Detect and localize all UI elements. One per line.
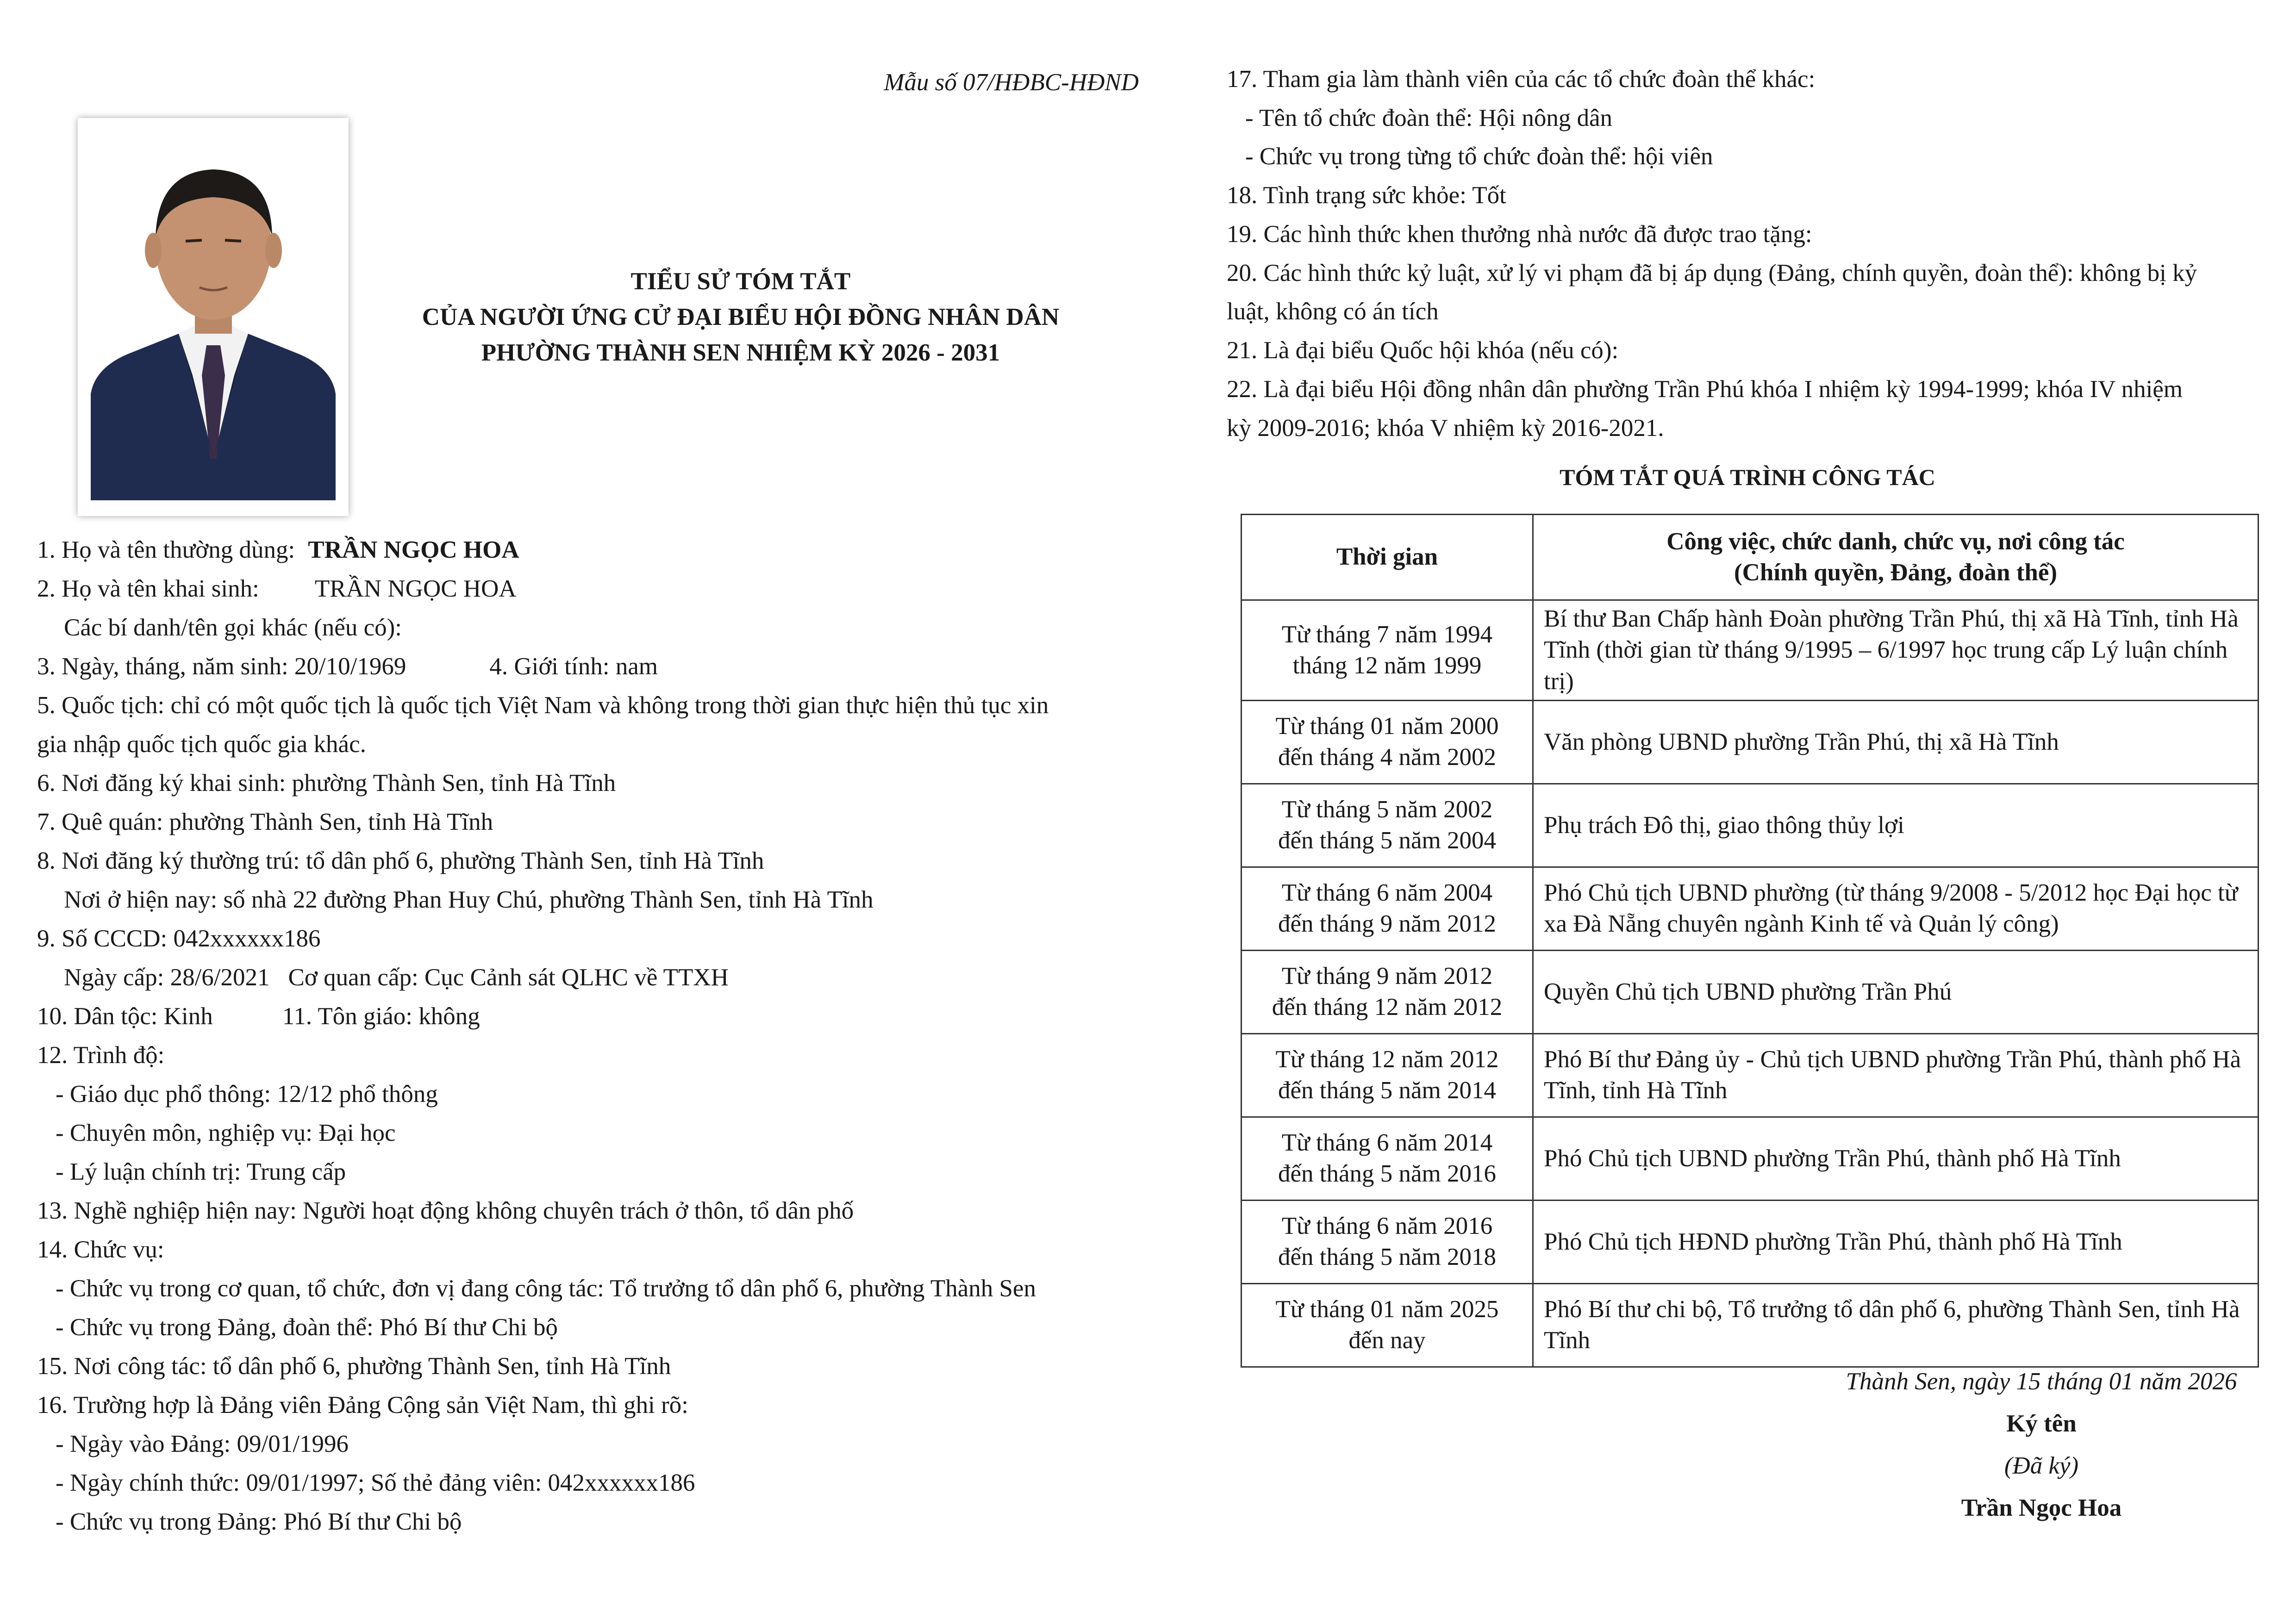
item-15-workplace: 15. Nơi công tác: tổ dân phố 6, phường Thành Sen, tỉnh Hà Tĩnh bbox=[37, 1353, 671, 1380]
common-name-value: TRẦN NGỌC HOA bbox=[308, 536, 519, 563]
work-history-table bbox=[1241, 514, 2259, 1368]
item-3-4-dob-gender: 3. Ngày, tháng, năm sinh: 20/10/1969 4. Giới tính: nam bbox=[37, 653, 658, 680]
item-9-id-issue: Ngày cấp: 28/6/2021 Cơ quan cấp: Cục Cảnh sát QLHC về TTXH bbox=[64, 964, 729, 991]
item-17-organizations: 17. Tham gia làm thành viên của các tổ chức đoàn thể khác: bbox=[1227, 66, 1816, 93]
title-line-3: PHƯỜNG THÀNH SEN NHIỆM KỲ 2026 - 2031 bbox=[481, 339, 1000, 366]
row-time: Từ tháng 7 năm 1994 tháng 12 năm 1999 bbox=[1242, 600, 1533, 701]
row-work: Phó Bí thư chi bộ, Tổ trưởng tổ dân phố 6, phường Thành Sen, tỉnh Hà Tĩnh bbox=[1533, 1283, 2259, 1367]
row-work: Phó Chủ tịch UBND phường (từ tháng 9/2008 - 5/2012 học Đại học từ xa Đà Nẵng chuyên ngành Kinh tế và Quản lý công) bbox=[1533, 867, 2259, 950]
item-12-education: 12. Trình độ: bbox=[37, 1042, 165, 1069]
row-work: Văn phòng UBND phường Trần Phú, thị xã Hà Tĩnh bbox=[1533, 700, 2259, 784]
work-history-title: TÓM TẮT QUÁ TRÌNH CÔNG TÁC bbox=[1560, 464, 1935, 490]
item-22-council-delegate: 22. Là đại biểu Hội đồng nhân dân phường Trần Phú khóa I nhiệm kỳ 1994-1999; khóa IV nhiệm bbox=[1227, 375, 2183, 403]
item-12-general-education: - Giáo dục phổ thông: 12/12 phổ thông bbox=[56, 1081, 438, 1108]
item-2-birth-name: 2. Họ và tên khai sinh: TRẦN NGỌC HOA bbox=[37, 575, 517, 602]
row-time: Từ tháng 6 năm 2014 đến tháng 5 năm 2016 bbox=[1242, 1117, 1533, 1200]
item-14-party-position: - Chức vụ trong Đảng, đoàn thể: Phó Bí thư Chi bộ bbox=[56, 1314, 558, 1341]
portrait-photo bbox=[78, 118, 349, 516]
row-time: Từ tháng 5 năm 2002 đến tháng 5 năm 2004 bbox=[1242, 784, 1533, 867]
item-2-aliases: Các bí danh/tên gọi khác (nếu có): bbox=[64, 614, 402, 641]
item-8-current-address: Nơi ở hiện nay: số nhà 22 đường Phan Huy Chú, phường Thành Sen, tỉnh Hà Tĩnh bbox=[64, 886, 873, 913]
row-time: Từ tháng 9 năm 2012 đến tháng 12 năm 2012 bbox=[1242, 950, 1533, 1033]
place-date: Thành Sen, ngày 15 tháng 01 năm 2026 bbox=[1846, 1368, 2237, 1395]
birth-name-value: TRẦN NGỌC HOA bbox=[314, 575, 517, 602]
item-16-party-role: - Chức vụ trong Đảng: Phó Bí thư Chi bộ bbox=[56, 1508, 462, 1535]
item-22-council-delegate-cont: kỳ 2009-2016; khóa V nhiệm kỳ 2016-2021. bbox=[1227, 414, 1664, 442]
item-17-org-role: - Chức vụ trong từng tổ chức đoàn thể: hội viên bbox=[1245, 143, 1713, 170]
item-20-discipline-cont: luật, không có án tích bbox=[1227, 298, 1439, 325]
row-time: Từ tháng 01 năm 2025 đến nay bbox=[1242, 1283, 1533, 1367]
item-13-occupation: 13. Nghề nghiệp hiện nay: Người hoạt động không chuyên trách ở thôn, tổ dân phố bbox=[37, 1197, 854, 1224]
header-time: Thời gian bbox=[1242, 515, 1533, 600]
signature-block bbox=[1713, 1361, 2296, 1530]
table-row bbox=[1242, 784, 2259, 867]
row-time: Từ tháng 01 năm 2000 đến tháng 4 năm 2002 bbox=[1242, 700, 1533, 784]
item-16-official-date: - Ngày chính thức: 09/01/1997; Số thẻ đảng viên: 042xxxxxx186 bbox=[56, 1469, 695, 1496]
title-line-2: CỦA NGƯỜI ỨNG CỬ ĐẠI BIỂU HỘI ĐỒNG NHÂN DÂN bbox=[422, 303, 1060, 330]
table-row bbox=[1242, 1033, 2259, 1117]
item-19-awards: 19. Các hình thức khen thưởng nhà nước đã được trao tặng: bbox=[1227, 220, 1812, 248]
signer-name: Trần Ngọc Hoa bbox=[1961, 1494, 2122, 1522]
table-row bbox=[1242, 867, 2259, 950]
table-row bbox=[1242, 1117, 2259, 1200]
item-16-join-date: - Ngày vào Đảng: 09/01/1996 bbox=[56, 1431, 349, 1457]
item-12-professional: - Chuyên môn, nghiệp vụ: Đại học bbox=[56, 1120, 396, 1146]
row-work: Phụ trách Đô thị, giao thông thủy lợi bbox=[1533, 784, 2259, 867]
table-row bbox=[1242, 1200, 2259, 1283]
row-time: Từ tháng 6 năm 2004 đến tháng 9 năm 2012 bbox=[1242, 867, 1533, 950]
item-8-permanent-residence: 8. Nơi đăng ký thường trú: tổ dân phố 6, phường Thành Sen, tỉnh Hà Tĩnh bbox=[37, 847, 764, 874]
table-row bbox=[1242, 700, 2259, 784]
item-20-discipline: 20. Các hình thức kỷ luật, xử lý vi phạm đã bị áp dụng (Đảng, chính quyền, đoàn thể): không bị kỷ bbox=[1227, 259, 2197, 286]
portrait-image bbox=[91, 135, 336, 500]
item-14-positions: 14. Chức vụ: bbox=[37, 1236, 164, 1263]
item-17-org-name: - Tên tổ chức đoàn thể: Hội nông dân bbox=[1245, 104, 1613, 131]
row-time: Từ tháng 6 năm 2016 đến tháng 5 năm 2018 bbox=[1242, 1200, 1533, 1283]
item-9-id-number: 9. Số CCCD: 042xxxxxx186 bbox=[37, 925, 321, 952]
item-14-work-position: - Chức vụ trong cơ quan, tổ chức, đơn vị đang công tác: Tổ trưởng tổ dân phố 6, phường Thành Sen bbox=[56, 1275, 1036, 1302]
item-1-common-name: 1. Họ và tên thường dùng: TRẦN NGỌC HOA bbox=[37, 536, 519, 563]
row-work: Phó Bí thư Đảng ủy - Chủ tịch UBND phường Trần Phú, thành phố Hà Tĩnh, tỉnh Hà Tĩnh bbox=[1533, 1033, 2259, 1117]
item-6-birth-registration: 6. Nơi đăng ký khai sinh: phường Thành Sen, tỉnh Hà Tĩnh bbox=[37, 770, 616, 796]
item-12-political-theory: - Lý luận chính trị: Trung cấp bbox=[56, 1158, 346, 1185]
item-10-11-ethnicity-religion: 10. Dân tộc: Kinh 11. Tôn giáo: không bbox=[37, 1003, 480, 1030]
row-work: Phó Chủ tịch UBND phường Trần Phú, thành phố Hà Tĩnh bbox=[1533, 1117, 2259, 1200]
row-work: Quyền Chủ tịch UBND phường Trần Phú bbox=[1533, 950, 2259, 1033]
item-5-nationality: 5. Quốc tịch: chỉ có một quốc tịch là quốc tịch Việt Nam và không trong thời gian thực hiện thủ tục xin bbox=[37, 692, 1049, 719]
header-work: Công việc, chức danh, chức vụ, nơi công tác (Chính quyền, Đảng, đoàn thể) bbox=[1533, 515, 2259, 600]
row-time: Từ tháng 12 năm 2012 đến tháng 5 năm 2014 bbox=[1242, 1033, 1533, 1117]
item-18-health: 18. Tình trạng sức khỏe: Tốt bbox=[1227, 182, 1506, 209]
item-16-party-member: 16. Trường hợp là Đảng viên Đảng Cộng sản Việt Nam, thì ghi rõ: bbox=[37, 1392, 689, 1419]
table-row bbox=[1242, 1283, 2259, 1367]
document-title bbox=[370, 264, 1111, 371]
row-work: Bí thư Ban Chấp hành Đoàn phường Trần Phú, thị xã Hà Tĩnh, tỉnh Hà Tĩnh (thời gian từ tháng 9/1995 – 6/1997 học trung cấp Lý luận chính trị) bbox=[1533, 600, 2259, 701]
form-code: Mẫu số 07/HĐBC-HĐND bbox=[884, 69, 1139, 96]
item-5-nationality-cont: gia nhập quốc tịch quốc gia khác. bbox=[37, 731, 366, 758]
table-header-row bbox=[1242, 515, 2259, 600]
row-work: Phó Chủ tịch HĐND phường Trần Phú, thành phố Hà Tĩnh bbox=[1533, 1200, 2259, 1283]
item-21-national-assembly: 21. Là đại biểu Quốc hội khóa (nếu có): bbox=[1227, 337, 1619, 364]
sign-label: Ký tên bbox=[2006, 1410, 2077, 1437]
table-row bbox=[1242, 950, 2259, 1033]
item-7-hometown: 7. Quê quán: phường Thành Sen, tỉnh Hà Tĩnh bbox=[37, 809, 493, 835]
personal-info-section bbox=[37, 532, 1157, 1543]
signed-note: (Đã ký) bbox=[2004, 1452, 2079, 1480]
title-line-1: TIỂU SỬ TÓM TẮT bbox=[630, 268, 851, 295]
table-row bbox=[1242, 600, 2259, 701]
additional-info-section bbox=[1227, 60, 2291, 448]
